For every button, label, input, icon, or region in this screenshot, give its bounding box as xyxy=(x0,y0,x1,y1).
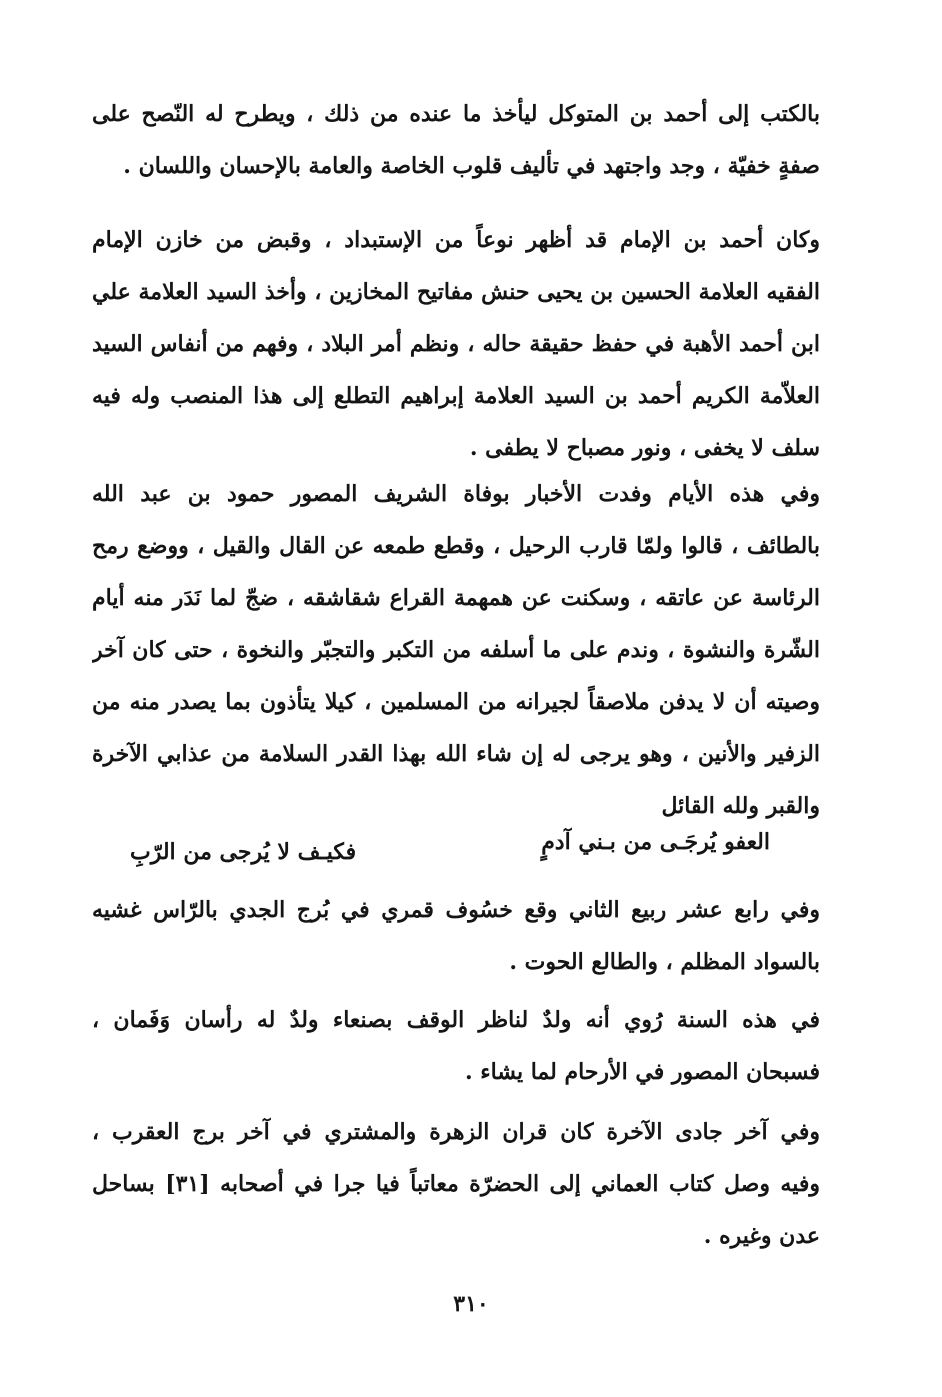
text-line: الفقيه العلامة الحسين بن يحيى حنش مفاتيح المخازين ، وأخذ السيد العلامة علي xyxy=(92,279,820,305)
paragraph-3 xyxy=(92,468,820,832)
verse-second-hemistich: فكيـف لا يُرجى من الرّبِ xyxy=(130,839,357,865)
text-line: وصيته أن لا يدفن ملاصقاً لجيرانه من المسلمين ، كيلا يتأذون بما يصدر منه من xyxy=(92,689,820,715)
text-line: والقبر ولله القائل xyxy=(661,793,820,819)
text-line: العلاّمة الكريم أحمد بن السيد العلامة إبراهيم التطلع إلى هذا المنصب وله فيه xyxy=(92,383,820,409)
text-line: سلف لا يخفى ، ونور مصباح لا يطفى . xyxy=(469,435,820,461)
paragraph-6 xyxy=(92,994,820,1098)
text-line: بالطائف ، قالوا ولمّا قارب الرحيل ، وقطع طمعه عن القال والقيل ، ووضع رمح xyxy=(92,533,820,559)
text-line: ابن أحمد الأهبة في حفظ حقيقة حاله ، ونظم أمر البلاد ، وفهم من أنفاس السيد xyxy=(92,331,820,357)
text-line: الشّرة والنشوة ، وندم على ما أسلفه من التكبر والتجبّر والنخوة ، حتى كان آخر xyxy=(92,637,820,663)
text-line: الزفير والأنين ، وهو يرجى له إن شاء الله بهذا القدر السلامة من عذابي الآخرة xyxy=(92,741,820,767)
paragraph-7 xyxy=(92,1106,820,1262)
text-line: وفي آخر جادى الآخرة كان قران الزهرة والمشتري في آخر برج العقرب ، xyxy=(92,1119,820,1145)
text-line: وفيه وصل كتاب العماني إلى الحضرّة معاتباً فيا جرا في أصحابه [٣١] بساحل xyxy=(92,1171,820,1197)
text-line: وفي رابع عشر ربيع الثاني وقع خسُوف قمري في بُرج الجدي بالرّاس غشيه xyxy=(92,897,820,923)
paragraph-2 xyxy=(92,214,820,474)
paragraph-1 xyxy=(92,88,820,192)
text-line: بالكتب إلى أحمد بن المتوكل ليأخذ ما عنده من ذلك ، ويطرح له النّصح على xyxy=(92,101,820,127)
text-line: فسبحان المصور في الأرحام لما يشاء . xyxy=(464,1059,820,1085)
text-line: صفةٍ خفيّة ، وجد واجتهد في تأليف قلوب الخاصة والعامة بالإحسان واللسان . xyxy=(123,153,820,179)
text-line: الرئاسة عن عاتقه ، وسكنت عن همهمة القراع شقاشقه ، ضجّ لما نَدَر منه أيام xyxy=(92,585,820,611)
verse-first-hemistich: العفو يُرجَـى من بـني آدمٍ xyxy=(541,829,770,855)
text-line: عدن وغيره . xyxy=(703,1223,820,1249)
text-line: بالسواد المظلم ، والطالع الحوت . xyxy=(509,949,820,975)
paragraph-5 xyxy=(92,884,820,988)
text-line: وفي هذه الأيام وفدت الأخبار بوفاة الشريف المصور حمود بن عبد الله xyxy=(92,481,820,507)
poetry-verse xyxy=(130,814,770,870)
page-number: ٣١٠ xyxy=(453,1291,489,1317)
text-line: في هذه السنة رُوي أنه ولدٌ لناظر الوقف بصنعاء ولدٌ له رأسان وَفَمان ، xyxy=(92,1007,820,1033)
text-line: وكان أحمد بن الإمام قد أظهر نوعاً من الإستبداد ، وقبض من خازن الإمام xyxy=(92,227,820,253)
